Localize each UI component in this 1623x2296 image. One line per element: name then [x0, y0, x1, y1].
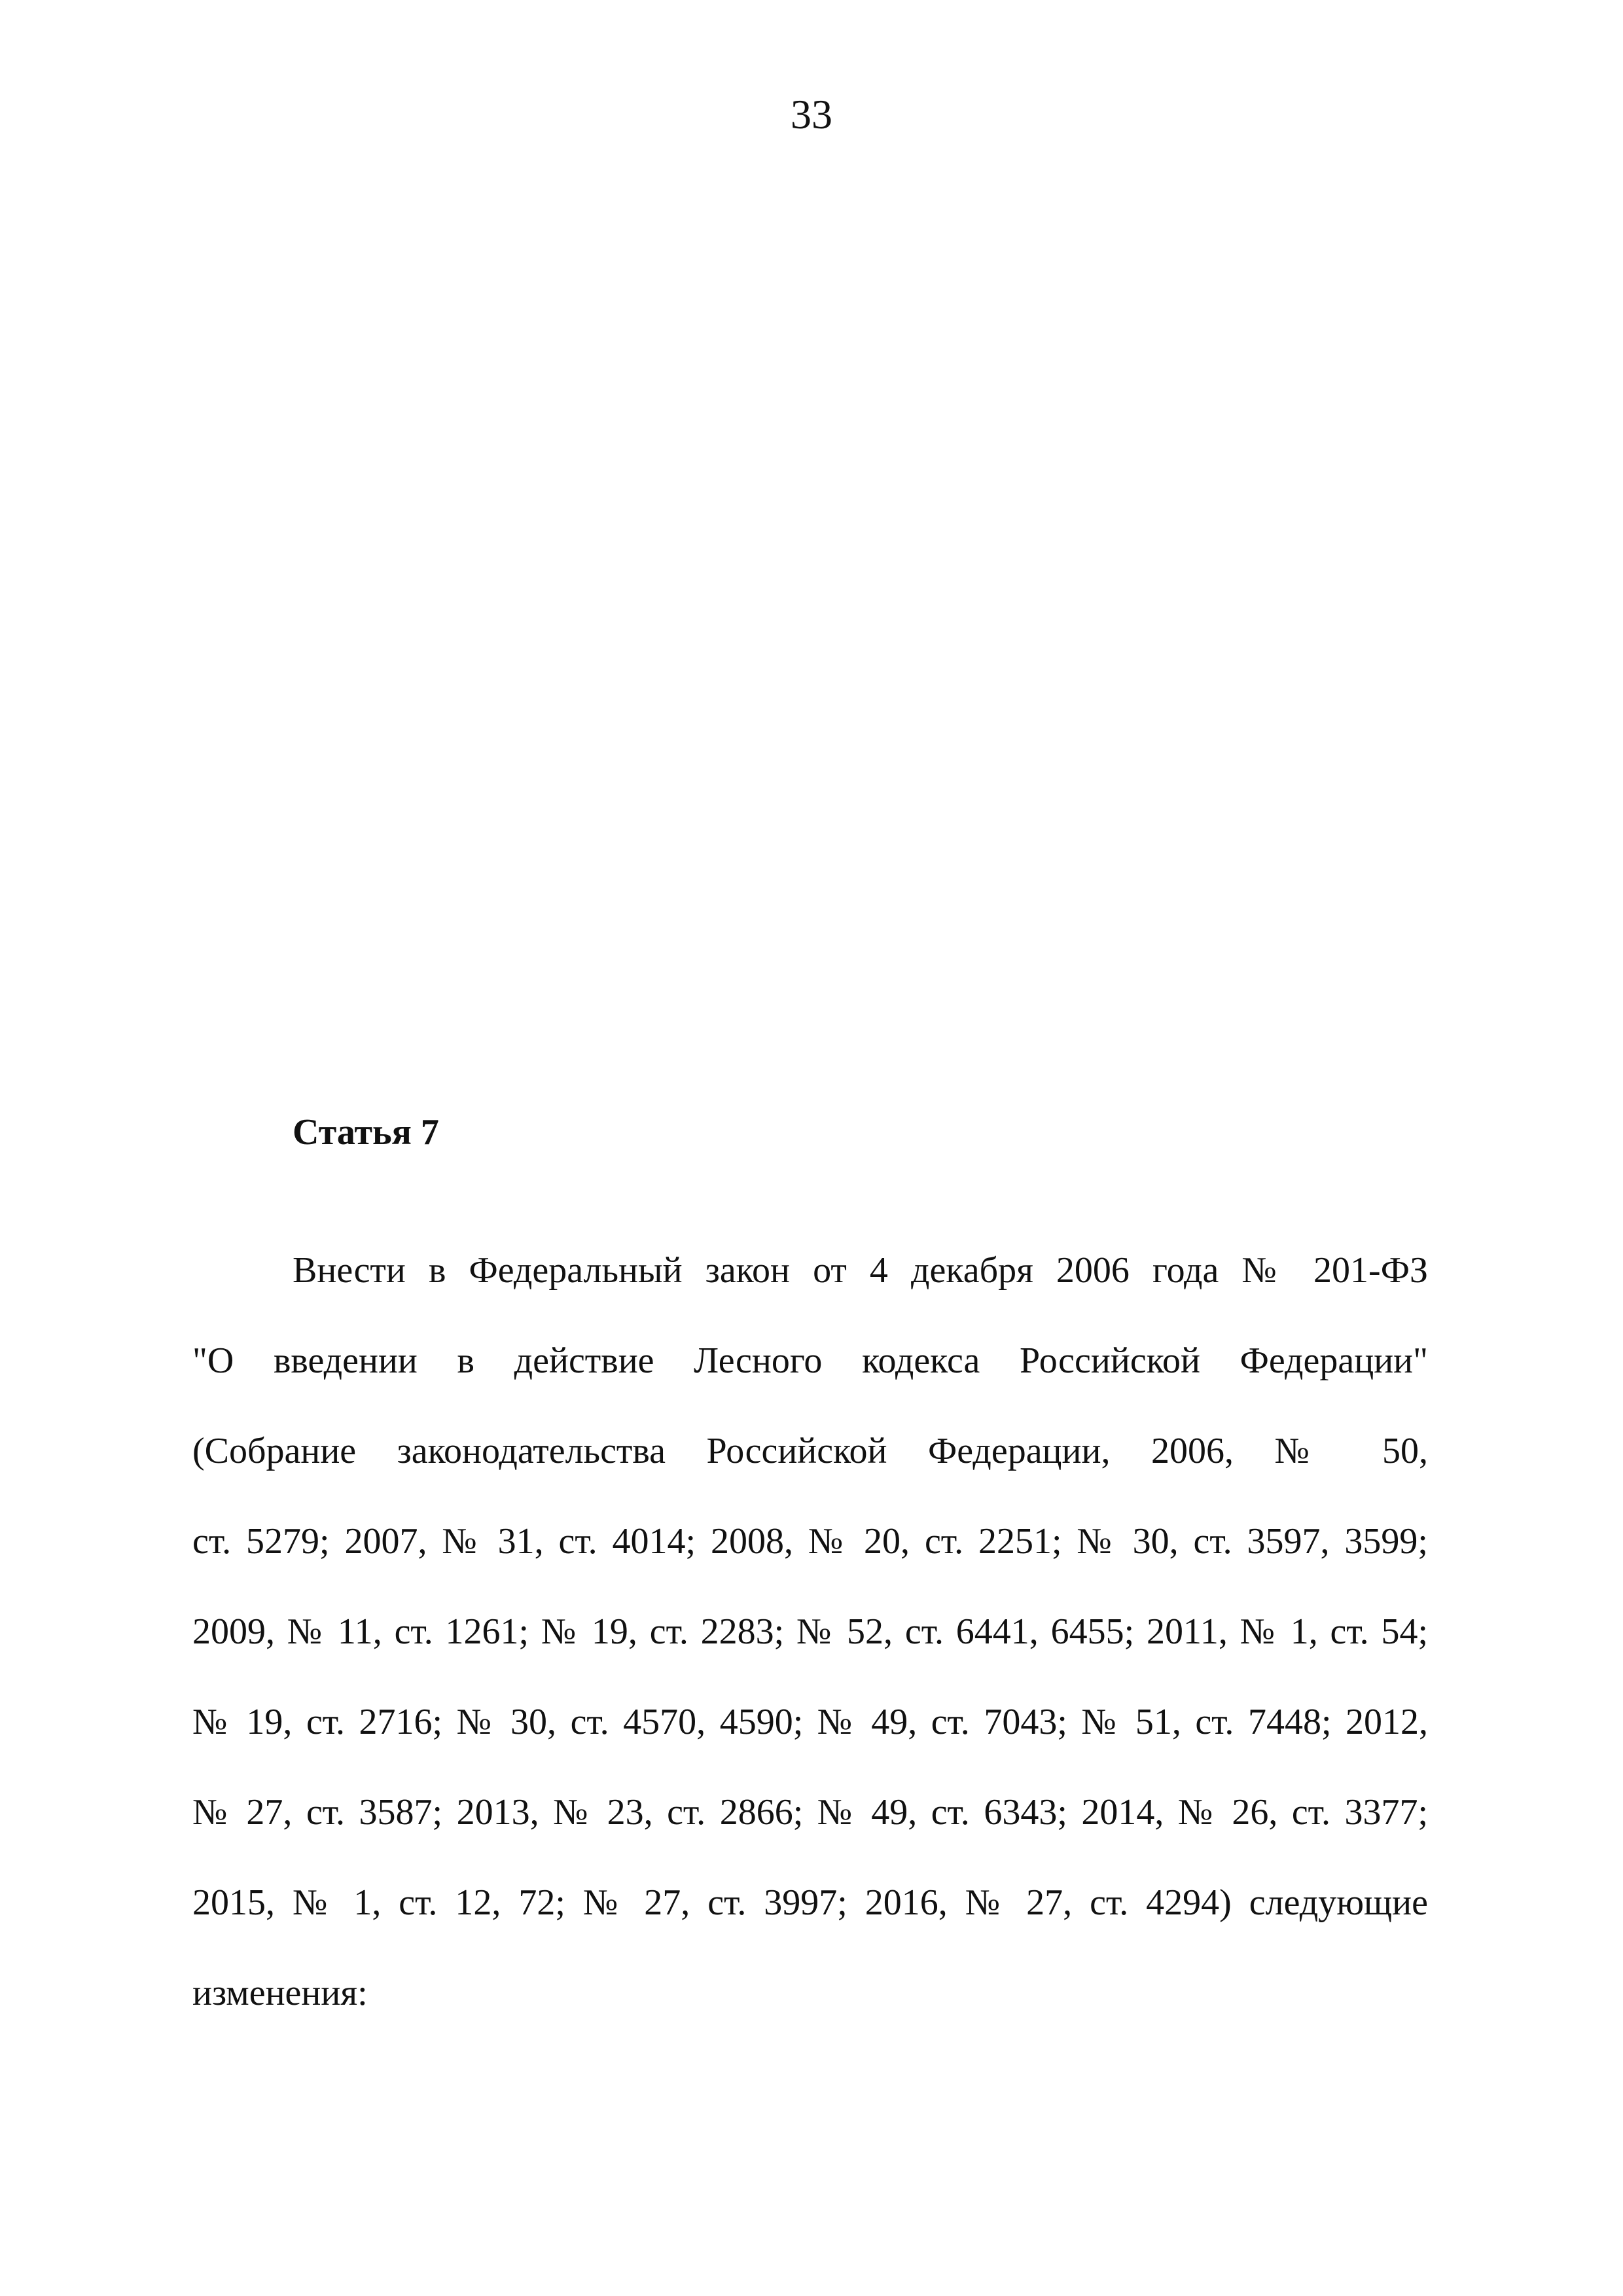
body-line-9: изменения:: [192, 1973, 368, 2013]
body-line-6: № 19, ст. 2716; № 30, ст. 4570, 4590; № 49, ст. 7043; № 51, ст. 7448; 2012,: [192, 1702, 1428, 1742]
body-line-7: № 27, ст. 3587; 2013, № 23, ст. 2866; № 49, ст. 6343; 2014, № 26, ст. 3377;: [192, 1792, 1428, 1833]
body-line-1: Внести в Федеральный закон от 4 декабря 2006 года № 201-ФЗ: [293, 1250, 1428, 1291]
page-number: 33: [791, 91, 832, 137]
body-line-8: 2015, № 1, ст. 12, 72; № 27, ст. 3997; 2016, № 27, ст. 4294) следующие: [192, 1882, 1428, 1923]
body-line-4: ст. 5279; 2007, № 31, ст. 4014; 2008, № 20, ст. 2251; № 30, ст. 3597, 3599;: [192, 1521, 1428, 1562]
article-heading: Статья 7: [293, 1112, 439, 1153]
body-line-5: 2009, № 11, ст. 1261; № 19, ст. 2283; № 52, ст. 6441, 6455; 2011, № 1, ст. 54;: [192, 1611, 1428, 1652]
body-line-3: (Собрание законодательства Российской Федерации, 2006, № 50,: [192, 1431, 1428, 1471]
article-body: [192, 1225, 1428, 2038]
body-line-2: "О введении в действие Лесного кодекса Российской Федерации": [192, 1340, 1428, 1381]
